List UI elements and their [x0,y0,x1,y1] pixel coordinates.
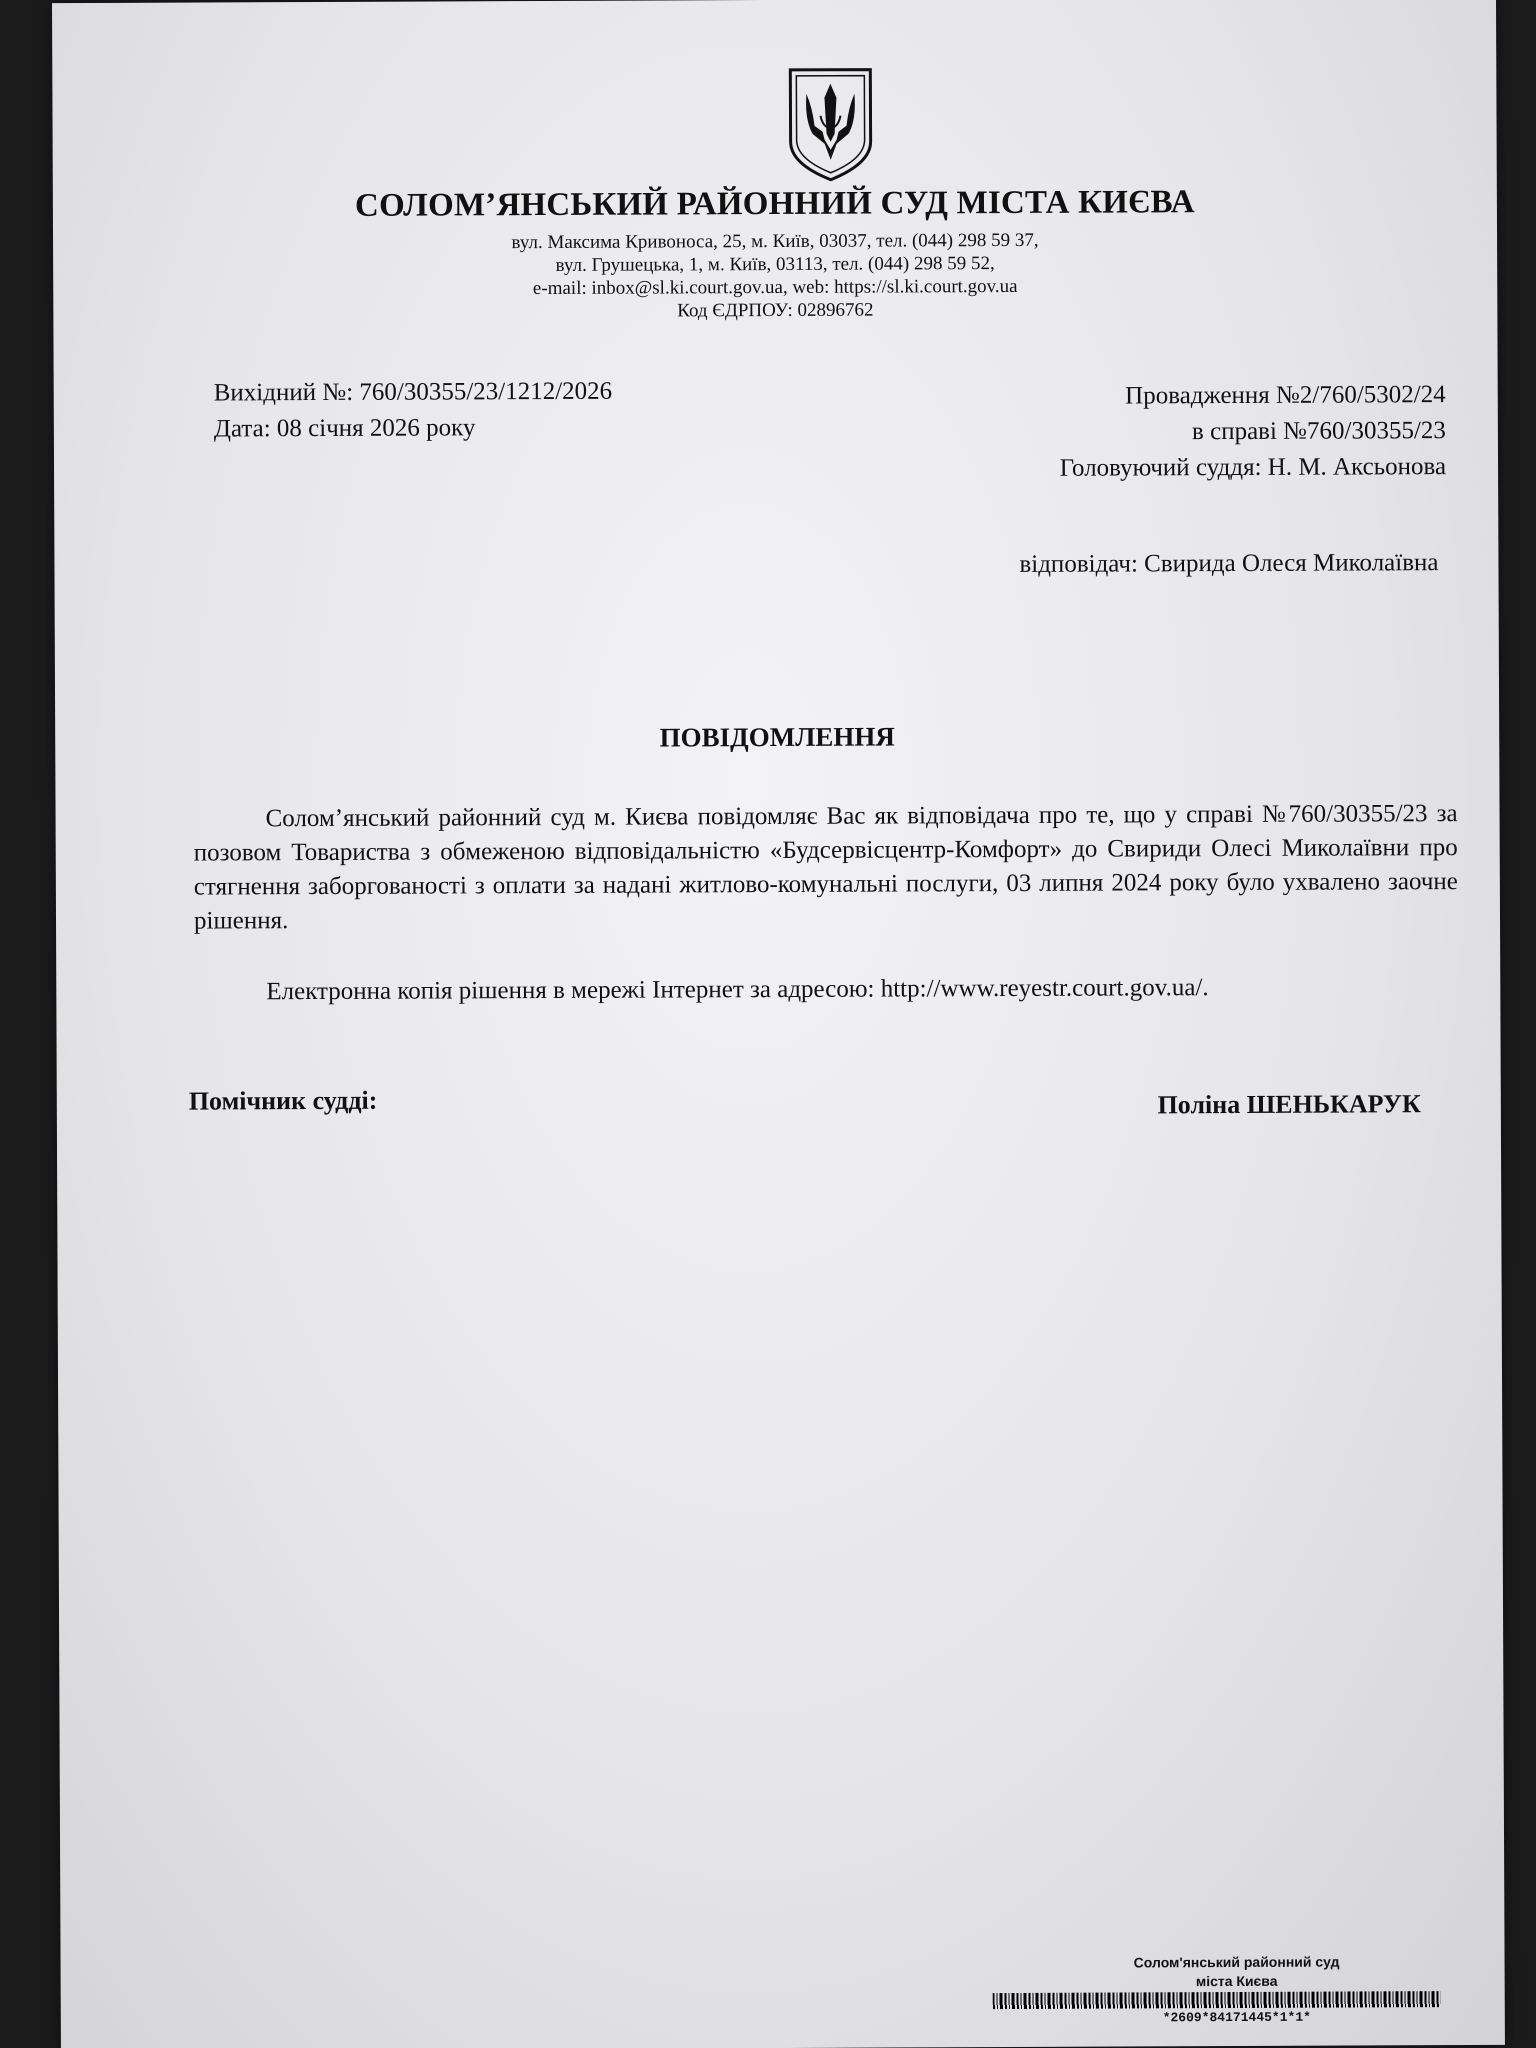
presiding-judge: Головуючий суддя: Н. М. Аксьонова [1059,453,1447,482]
case-number: в справі №760/30355/23 [1191,417,1446,446]
proceeding-number: Провадження №2/760/5302/24 [1125,381,1446,410]
signature-label: Помічник судді: [188,1085,378,1116]
outgoing-block [214,374,613,448]
address-line-2: вул. Грушецька, 1, м. Київ, 03113, тел. (044) 298 59 52, [555,253,995,276]
contacts-line: e-mail: inbox@sl.ki.court.gov.ua, web: https://sl.ki.court.gov.ua [532,275,1018,300]
stamp-court-line: Солом'янський районний суд [1133,1953,1340,1971]
respondent: відповідач: Свирида Олеся Миколаївна [1019,549,1439,578]
case-block [1059,377,1446,487]
outgoing-number: Вихідний №: 760/30355/23/1212/2026 [213,377,613,407]
barcode [993,1991,1441,2009]
stamp-city-line: міста Києва [1195,1972,1278,1990]
address-line-1: вул. Максима Кривоноса, 25, м. Київ, 03037, тел. (044) 298 59 37, [511,229,1039,254]
registry-link-text: Електронна копія рішення в мережі Інтернет за адресою: http://www.reyestr.court.gov.ua/. [266,974,1209,1006]
document-page [52,0,1505,2048]
barcode-number: *2609*84171445*1*1* [1162,2009,1311,2026]
document-date: Дата: 08 січня 2026 року [213,414,476,443]
notice-body: Солом’янський районний суд м. Києва повідомляє Вас як відповідача про те, що у справі №760/30355/23 за позовом Товариства з обмеженою відповідальністю «Будсервісцентр-Комфорт» до Свириди Олесі Миколаївни про стягнення заборгованості з оплати за надані житлово-комунальні послуги, 03 липня 2024 року було ухвалено заочне рішення. [193,800,1458,935]
trident-icon [784,64,877,184]
edrpou-line: Код ЄДРПОУ: 02896762 [677,299,874,322]
court-name: СОЛОМ’ЯНСЬКИЙ РАЙОННИЙ СУД МІСТА КИЄВА [354,184,1195,224]
signatory-name: Поліна ШЕНЬКАРУК [1157,1089,1421,1120]
notice-title: ПОВІДОМЛЕННЯ [659,721,895,753]
